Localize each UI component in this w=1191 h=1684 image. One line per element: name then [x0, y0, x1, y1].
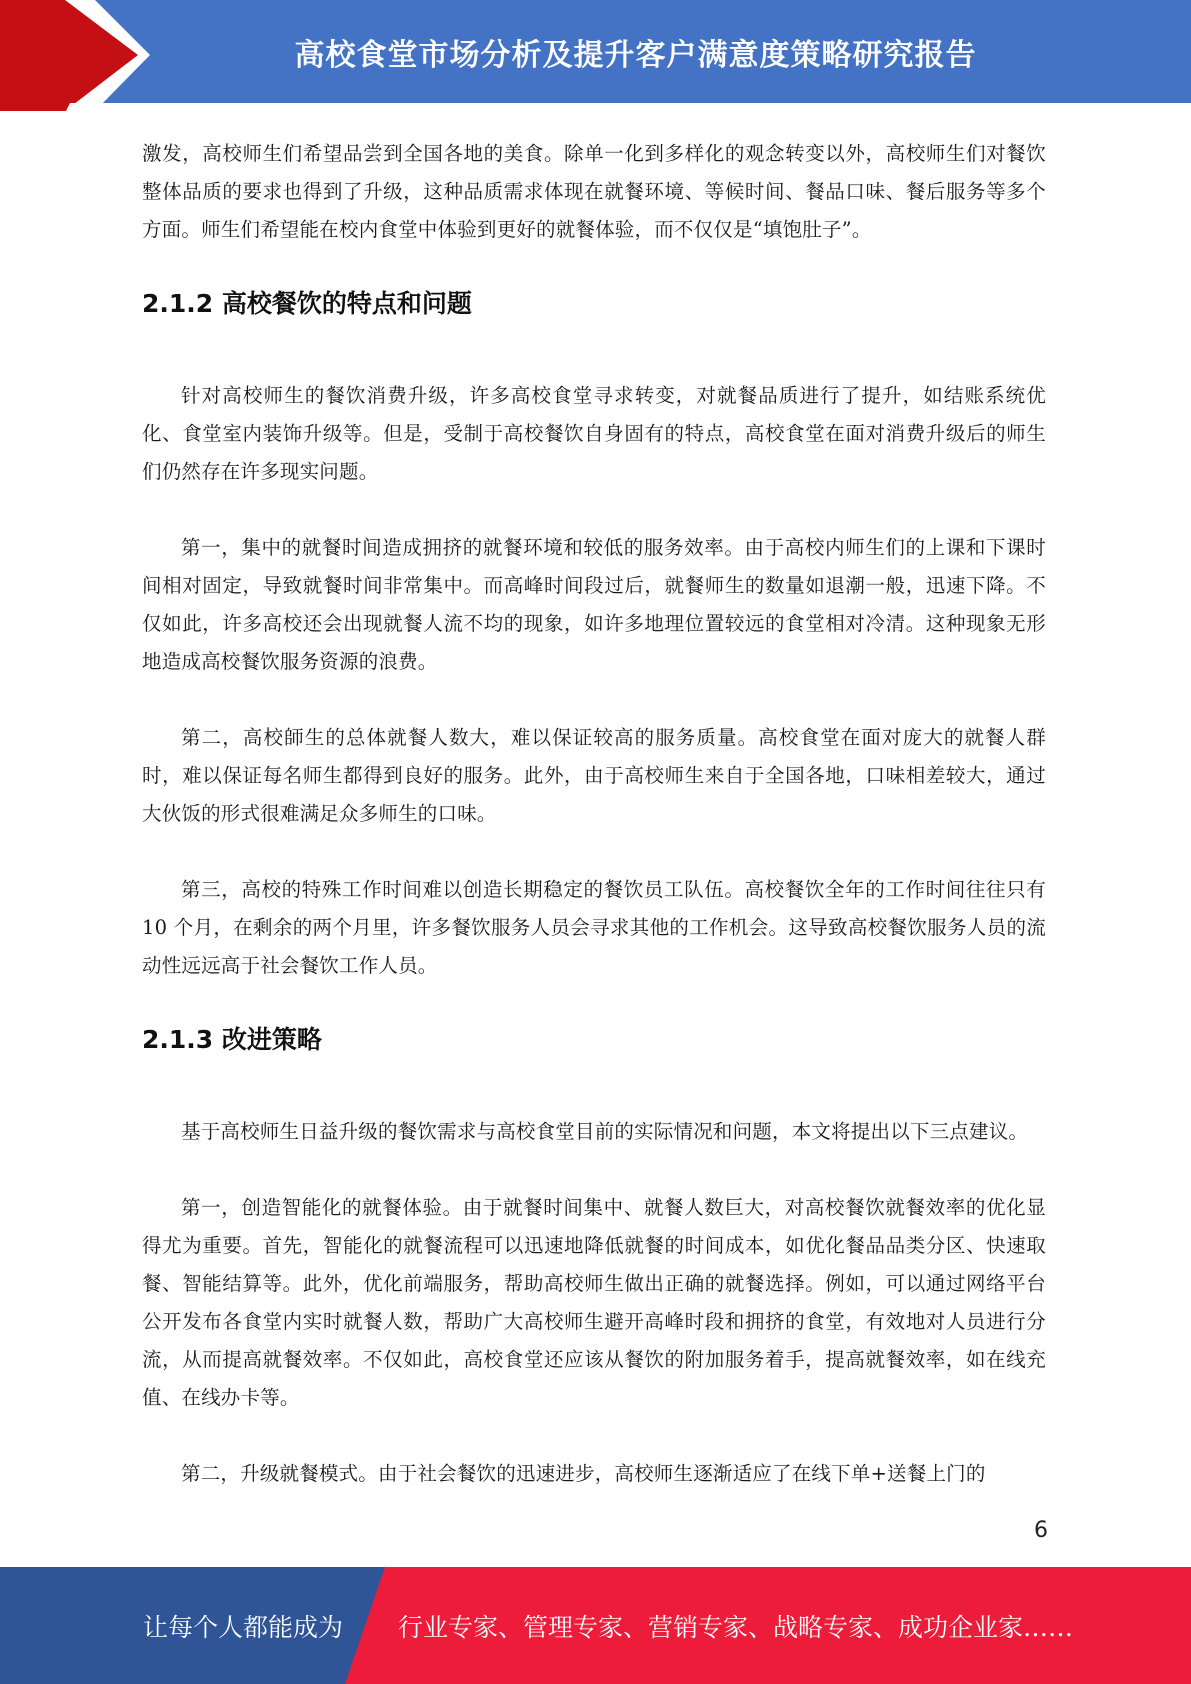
paragraph: 第二，升级就餐模式。由于社会餐饮的迅速进步，高校师生逐渐适应了在线下单+送餐上门的 — [181, 1462, 986, 1485]
footer-slogan-right: 行业专家、管理专家、营销专家、战略专家、成功企业家…… — [398, 1612, 1074, 1642]
section-heading-2-1-2: 2.1.2 高校餐饮的特点和问题 — [142, 289, 472, 318]
header-title: 高校食堂市场分析及提升客户满意度策略研究报告 — [294, 37, 977, 73]
document-body — [142, 135, 1046, 1493]
header-bottom-gap — [0, 103, 1191, 111]
footer-slogan-left: 让每个人都能成为 — [143, 1612, 344, 1642]
paragraph: 第一，集中的就餐时间造成拥挤的就餐环境和较低的服务效率。由于高校内师生们的上课和下课时间相对固定，导致就餐时间非常集中。而高峰时间段过后，就餐师生的数量如退潮一般，迅速下降。不仅如此，许多高校还会出现就餐人流不均的现象，如许多地理位置较远的食堂相对冷清。这种现象无形地造成高校餐饮服务资源的浪费。 — [142, 536, 1046, 673]
paragraph: 基于高校师生日益升级的餐饮需求与高校食堂目前的实际情况和问题，本文将提出以下三点建议。 — [181, 1120, 1029, 1143]
page-number: 6 — [1034, 1518, 1048, 1543]
page-footer — [0, 1567, 1191, 1684]
paragraph: 第一，创造智能化的就餐体验。由于就餐时间集中、就餐人数巨大，对高校餐饮就餐效率的优化显得尤为重要。首先，智能化的就餐流程可以迅速地降低就餐的时间成本，如优化餐品品类分区、快速取餐、智能结算等。此外，优化前端服务，帮助高校师生做出正确的就餐选择。例如，可以通过网络平台公开发布各食堂内实时就餐人数，帮助广大高校师生避开高峰时段和拥挤的食堂，有效地对人员进行分流，从而提高就餐效率。不仅如此，高校食堂还应该从餐饮的附加服务着手，提高就餐效率，如在线充值、在线办卡等。 — [142, 1196, 1046, 1409]
paragraph: 第二，高校師生的总体就餐人数大，难以保证较高的服务质量。高校食堂在面对庞大的就餐人群时，难以保证每名师生都得到良好的服务。此外，由于高校师生来自于全国各地，口味相差较大，通过大伙饭的形式很难满足众多师生的口味。 — [142, 726, 1046, 825]
paragraph: 第三，高校的特殊工作时间难以创造长期稳定的餐饮员工队伍。高校餐饮全年的工作时间往往只有 10 个月，在剩余的两个月里，许多餐饮服务人员会寻求其他的工作机会。这导致高校餐饮服务人员的流动性远远高于社会餐饮工作人员。 — [142, 878, 1046, 977]
header-red-arrow-tail — [0, 103, 70, 111]
section-heading-2-1-3: 2.1.3 改进策略 — [142, 1025, 322, 1054]
paragraph-continuation: 激发，高校师生们希望品尝到全国各地的美食。除单一化到多样化的观念转变以外，高校师生们对餐饮整体品质的要求也得到了升级，这种品质需求体现在就餐环境、等候时间、餐品口味、餐后服务等多个方面。师生们希望能在校内食堂中体验到更好的就餐体验，而不仅仅是“填饱肚子”。 — [142, 142, 1046, 241]
paragraph: 针对高校师生的餐饮消费升级，许多高校食堂寻求转变，对就餐品质进行了提升，如结账系统优化、食堂室内装饰升级等。但是，受制于高校餐饮自身固有的特点，高校食堂在面对消费升级后的师生们仍然存在许多现实问题。 — [142, 384, 1046, 483]
page-header — [0, 0, 1191, 111]
